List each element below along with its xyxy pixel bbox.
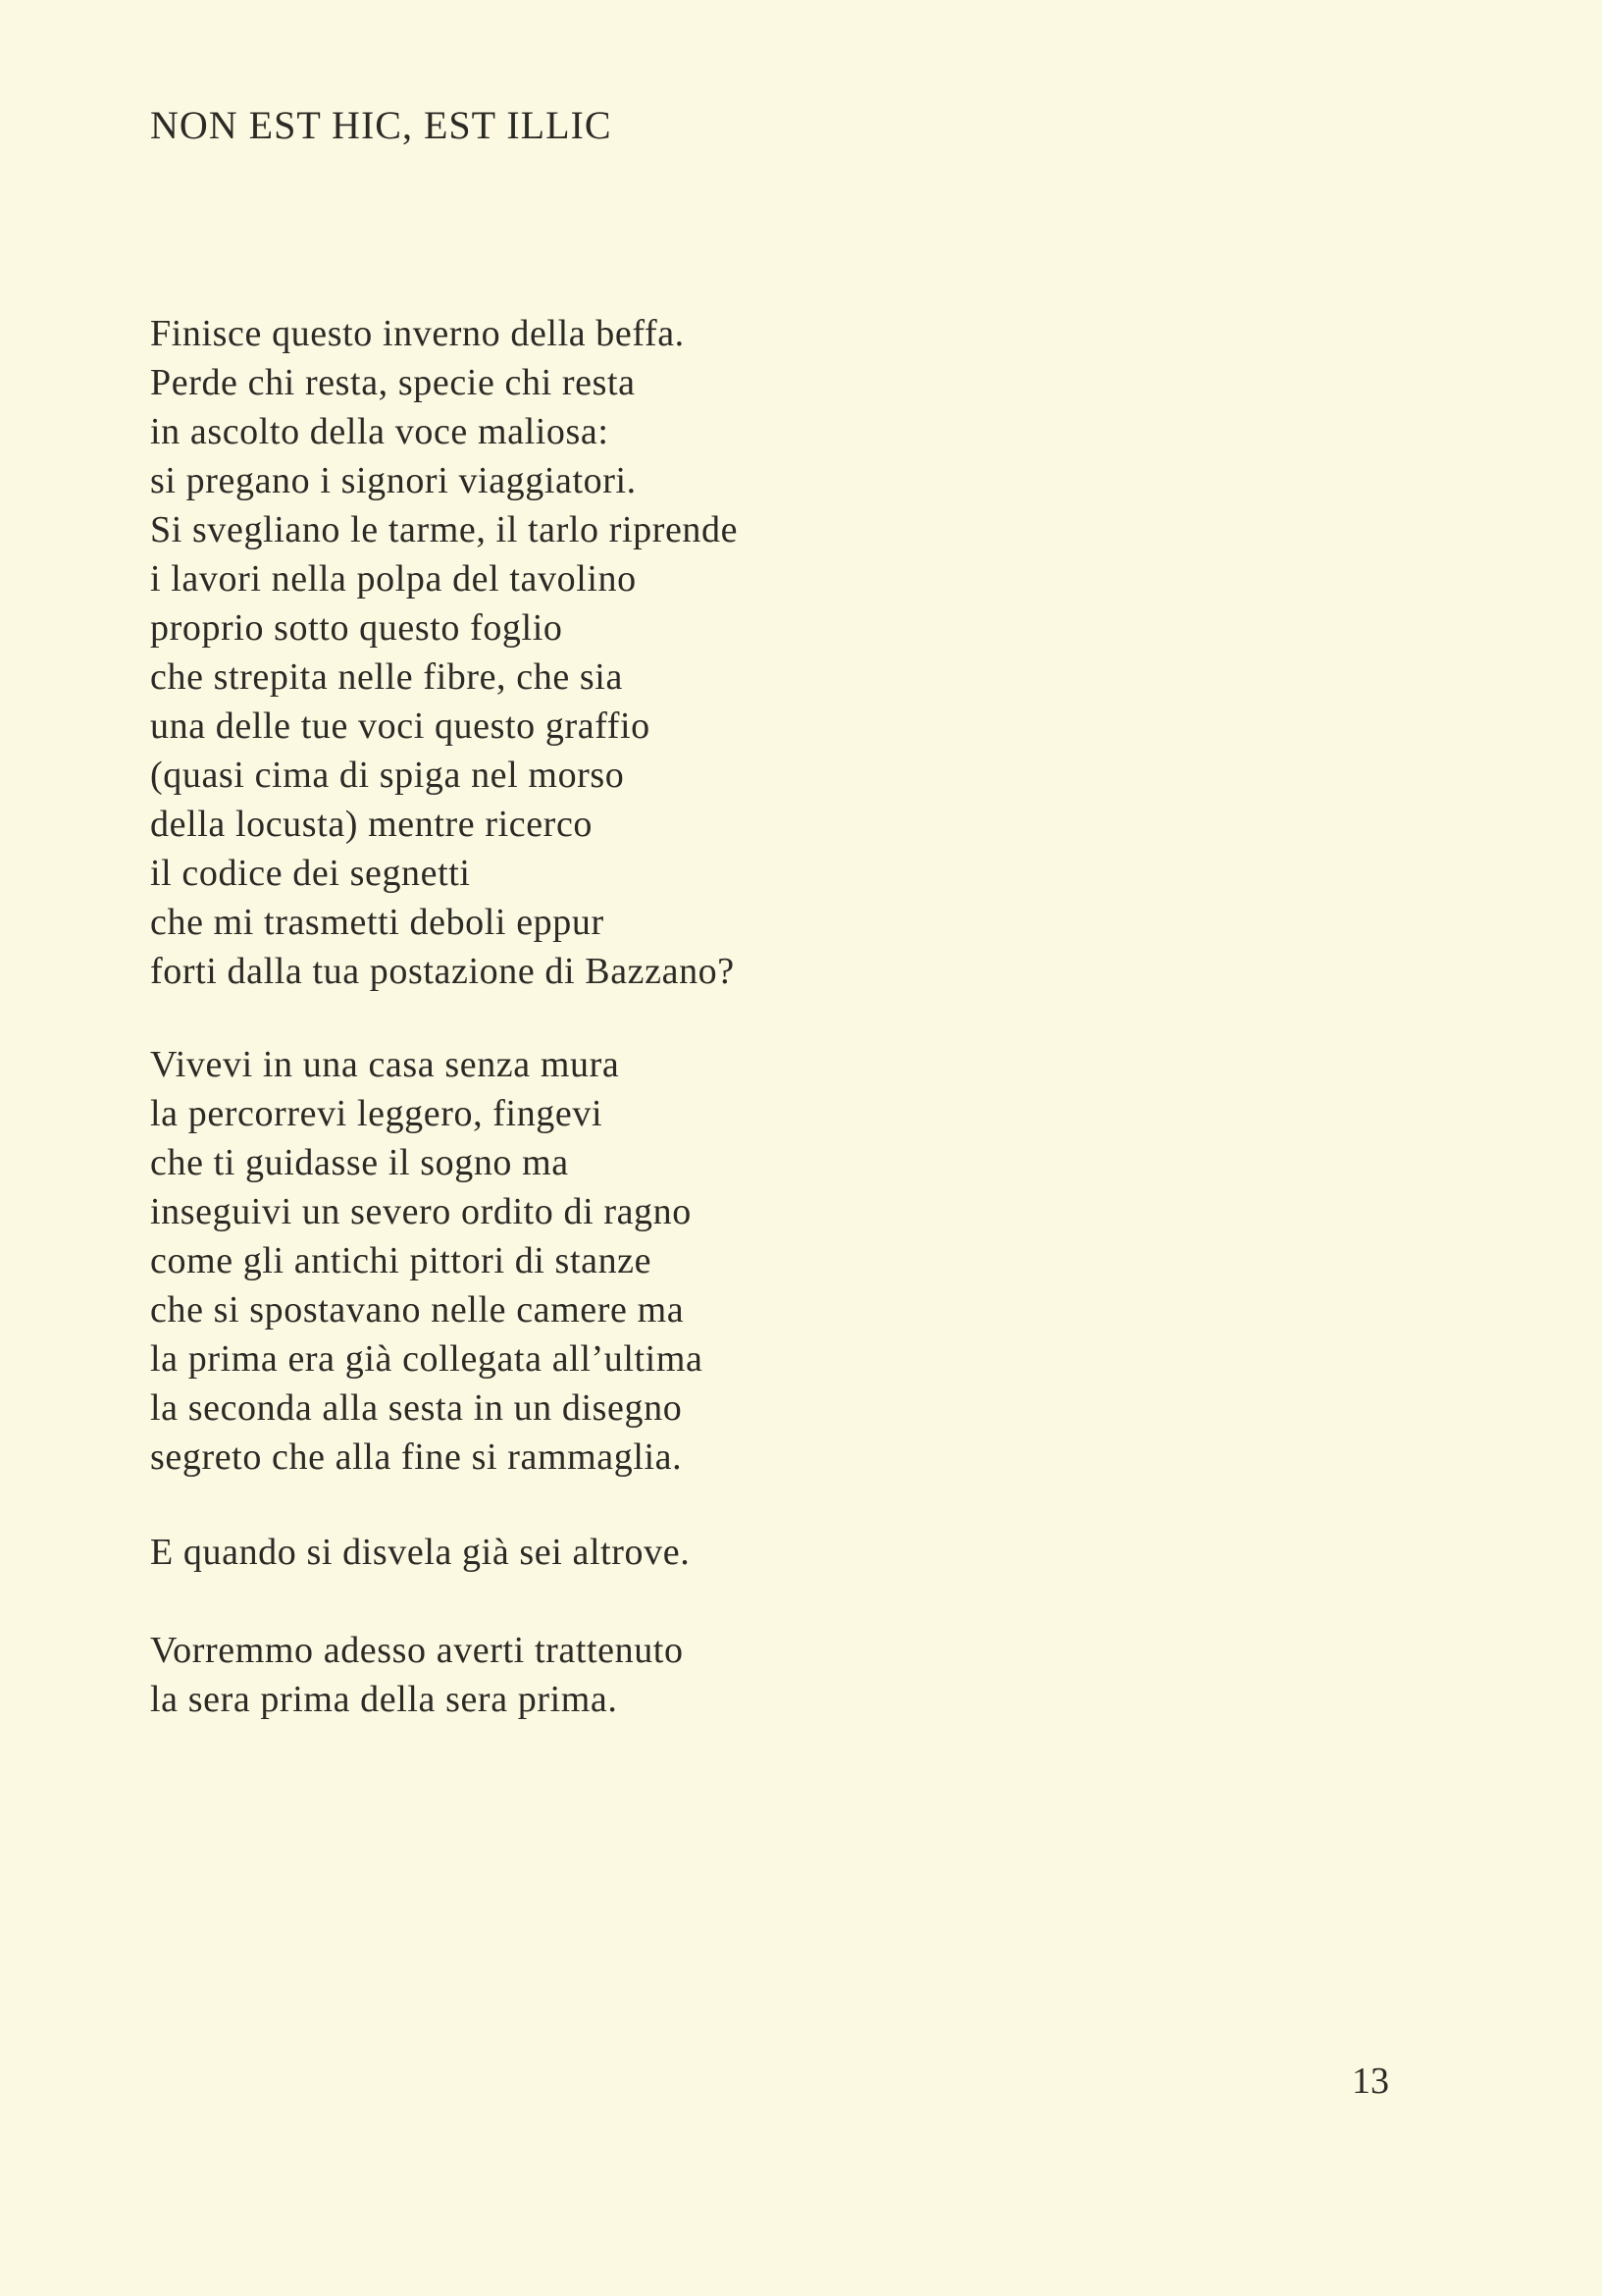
poem-line: si pregano i signori viaggiatori. xyxy=(150,460,637,501)
poem-line: una delle tue voci questo graffio xyxy=(150,705,650,747)
poem-title: NON EST HIC, EST ILLIC xyxy=(150,103,612,147)
stanza xyxy=(150,1040,702,1482)
poem-line: proprio sotto questo foglio xyxy=(150,607,563,649)
poem-line: come gli antichi pittori di stanze xyxy=(150,1240,652,1281)
poem-line: che ti guidasse il sogno ma xyxy=(150,1142,569,1183)
poem-line: della locusta) mentre ricerco xyxy=(150,804,594,845)
poem-line: E quando si disvela già sei altrove. xyxy=(150,1532,691,1573)
stanza xyxy=(150,309,738,996)
poem-line: il codice dei segnetti xyxy=(150,853,471,894)
poem-line: forti dalla tua postazione di Bazzano? xyxy=(150,951,735,992)
poem-line: la prima era già collegata all’ultima xyxy=(150,1338,703,1380)
stanza xyxy=(150,1626,684,1724)
poem-line: la seconda alla sesta in un disegno xyxy=(150,1387,683,1429)
poem-line: i lavori nella polpa del tavolino xyxy=(150,558,637,600)
poem-line: la sera prima della sera prima. xyxy=(150,1679,618,1720)
poem-line: Vivevi in una casa senza mura xyxy=(150,1044,620,1085)
poem-line: che strepita nelle fibre, che sia xyxy=(150,656,623,698)
poem-line: Perde chi resta, specie chi resta xyxy=(150,362,636,403)
poem-line: segreto che alla fine si rammaglia. xyxy=(150,1436,683,1478)
page-number: 13 xyxy=(1352,2061,1389,2102)
poem-line: in ascolto della voce maliosa: xyxy=(150,411,609,452)
poem-line: Finisce questo inverno della beffa. xyxy=(150,313,685,354)
poem-line: Vorremmo adesso averti trattenuto xyxy=(150,1630,684,1671)
poem-line: (quasi cima di spiga nel morso xyxy=(150,755,625,796)
poem-line: la percorrevi leggero, fingevi xyxy=(150,1093,603,1134)
poem-line: che si spostavano nelle camere ma xyxy=(150,1289,685,1331)
poem-line: inseguivi un severo ordito di ragno xyxy=(150,1191,692,1232)
poem-line: che mi trasmetti deboli eppur xyxy=(150,902,604,943)
stanza xyxy=(150,1528,690,1577)
poem-line: Si svegliano le tarme, il tarlo riprende xyxy=(150,509,739,550)
